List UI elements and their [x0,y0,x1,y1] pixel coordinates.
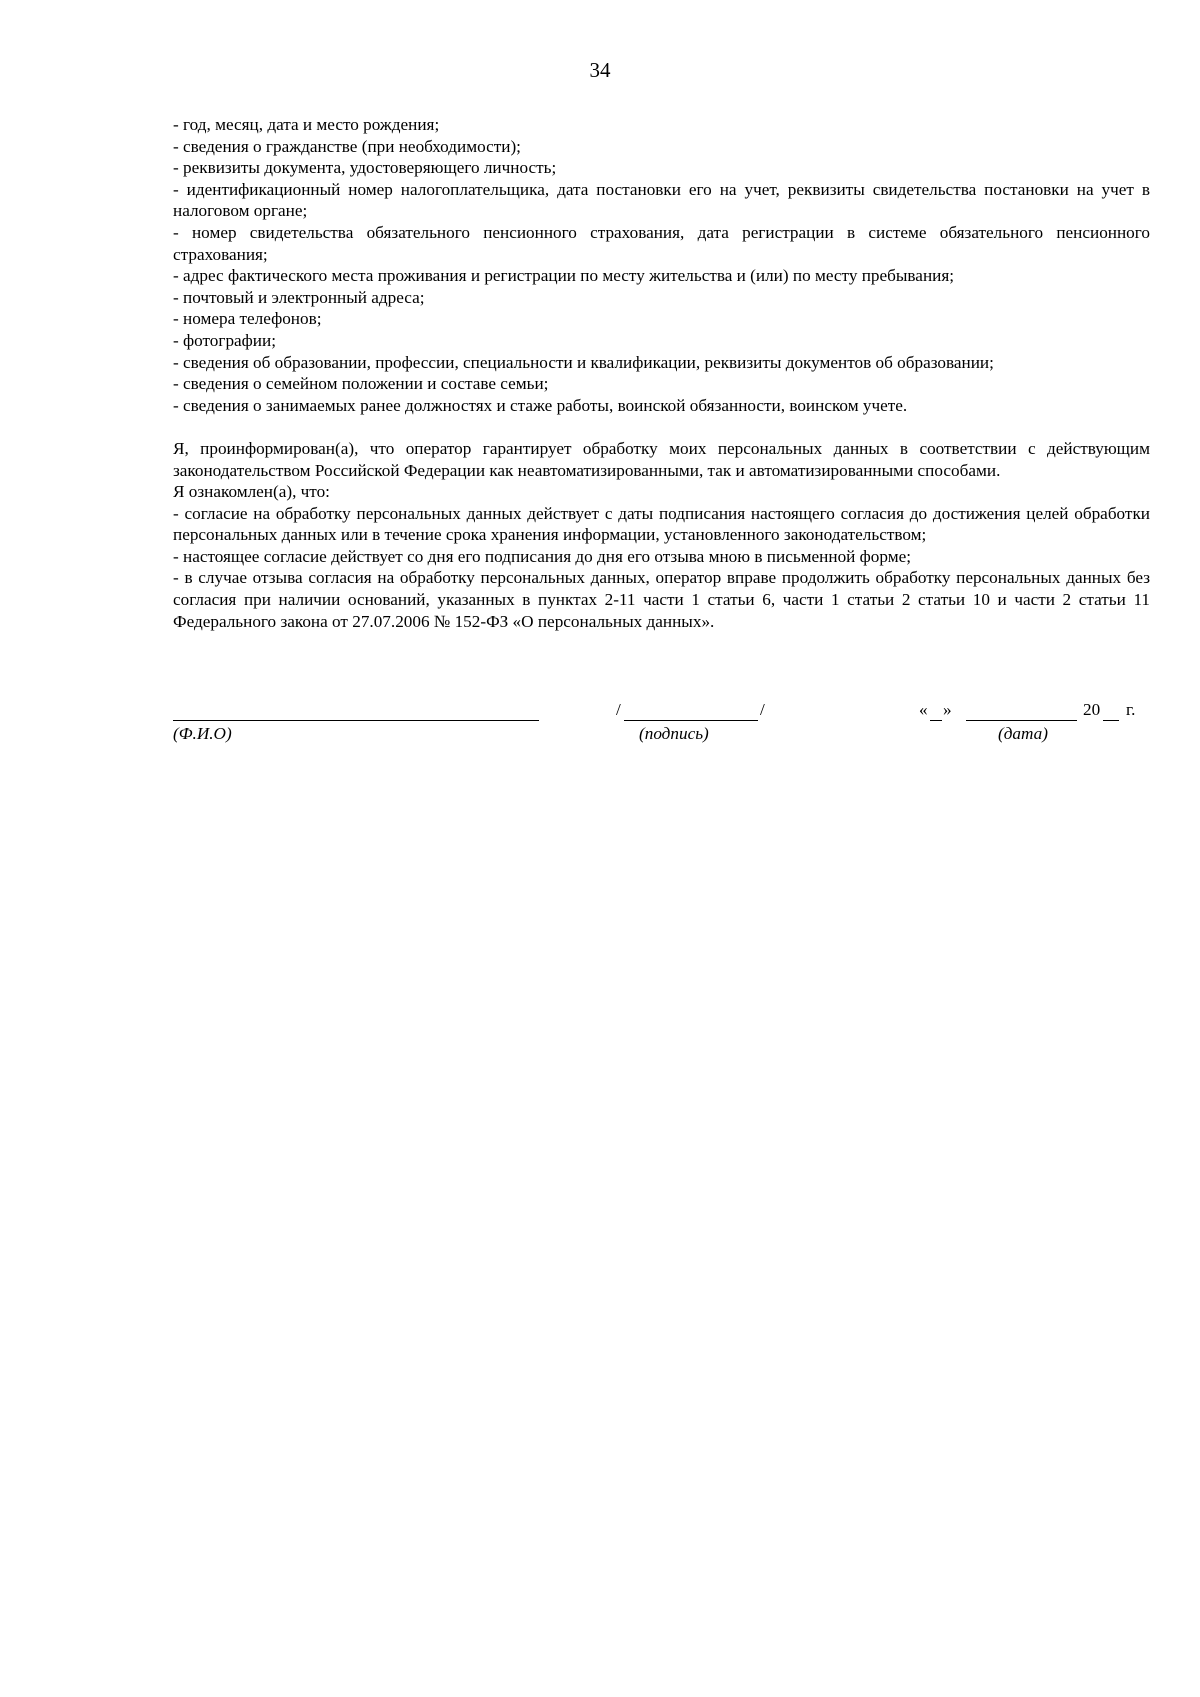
name-field-line[interactable] [173,700,539,721]
list-item: - адрес фактического места проживания и регистрации по месту жительства и (или) по месту пребывания; [173,266,955,286]
paragraph-withdrawal: - в случае отзыва согласия на обработку персональных данных, оператор вправе продолжить обработку персональных данных без согласия при наличии оснований, указанных в пунктах 2-11 части 1 статьи 6, части 1 статьи 2 статьи 10 и части 2 статьи 11 Федерального закона от 27.07.2006 № 152-ФЗ «О персональных данных». [173,568,1150,631]
signature-label: (подпись) [639,724,709,743]
list-item: - сведения о занимаемых ранее должностях и стаже работы, воинской обязанности, воинском учете. [173,395,908,415]
year-field-line[interactable] [1103,700,1119,721]
paragraph-consent-validity: - настоящее согласие действует со дня его подписания до дня его отзыва мною в письменной форме; [173,546,912,566]
list-item: - сведения о гражданстве (при необходимости); [173,136,521,156]
signature-block [173,700,1150,750]
list-item: - фотографии; [173,330,276,350]
month-field-line[interactable] [966,700,1077,721]
list-item: - реквизиты документа, удостоверяющего личность; [173,158,557,178]
page-number: 34 [589,58,611,82]
year-suffix: г. [1126,700,1136,719]
list-item: - почтовый и электронный адреса; [173,287,425,307]
quote-open: « [919,700,928,719]
day-field-line[interactable] [930,700,942,721]
list-item: - сведения о семейном положении и составе семьи; [173,374,549,394]
paragraph-informed: Я, проинформирован(а), что оператор гарантирует обработку моих персональных данных в соответствии с действующим законодательством Российской Федерации как неавтоматизированными, так и автоматизированными способами. [173,438,1150,480]
document-body [173,114,1150,632]
quote-close: » [943,700,952,719]
list-item: - номер свидетельства обязательного пенсионного страхования, дата регистрации в системе обязательного пенсионного страхования; [173,222,1150,264]
list-item: - идентификационный номер налогоплательщика, дата постановки его на учет, реквизиты свидетельства постановки на учет в налоговом органе; [173,179,1150,221]
name-label: (Ф.И.О) [173,724,232,743]
paragraph-acquainted: Я ознакомлен(а), что: [173,482,330,502]
year-prefix: 20 [1083,700,1101,719]
list-item: - номера телефонов; [173,309,322,329]
date-label: (дата) [998,724,1048,743]
slash-right: / [760,700,765,719]
signature-field-line[interactable] [624,700,758,721]
list-item: - сведения об образовании, профессии, специальности и квалификации, реквизиты документов об образовании; [173,352,994,372]
slash-left: / [616,700,621,719]
paragraph-consent-term: - согласие на обработку персональных данных действует с даты подписания настоящего согласия до достижения целей обработки персональных данных или в течение срока хранения информации, установленного законодательством; [173,503,1150,545]
list-item: - год, месяц, дата и место рождения; [173,115,440,134]
